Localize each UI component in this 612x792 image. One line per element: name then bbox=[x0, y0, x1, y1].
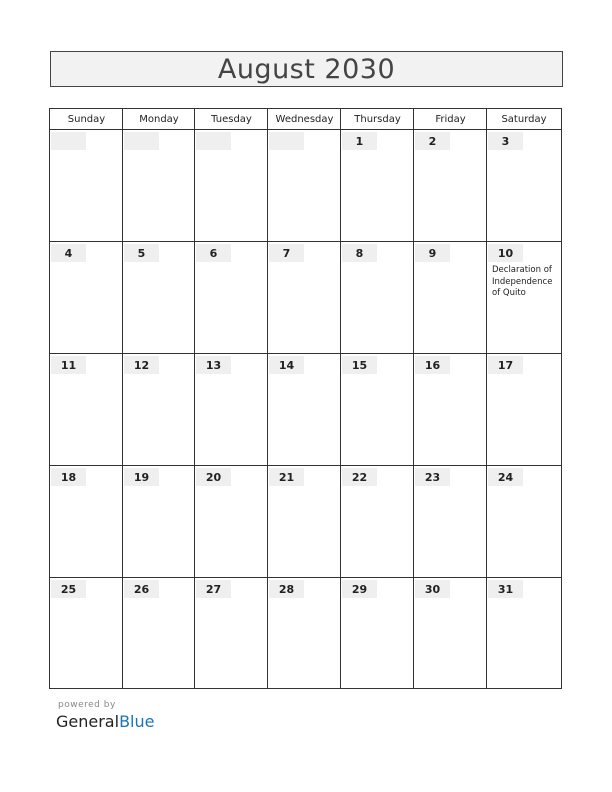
generalblue-logo[interactable] bbox=[56, 712, 154, 731]
day-cell[interactable] bbox=[195, 242, 267, 353]
weekday-header-wednesday: Wednesday bbox=[275, 113, 334, 125]
day-number: 1 bbox=[342, 132, 377, 150]
day-number: 6 bbox=[196, 244, 231, 262]
day-cell[interactable] bbox=[414, 466, 486, 577]
day-number: 26 bbox=[124, 580, 159, 598]
day-number bbox=[51, 132, 86, 150]
day-cell[interactable] bbox=[268, 466, 340, 577]
day-number: 27 bbox=[196, 580, 231, 598]
day-number: 2 bbox=[415, 132, 450, 150]
weekday-header-row bbox=[50, 109, 561, 130]
holiday-label: Declaration of Independence of Quito bbox=[492, 265, 553, 298]
day-number: 28 bbox=[269, 580, 304, 598]
day-number: 20 bbox=[196, 468, 231, 486]
day-number: 31 bbox=[488, 580, 523, 598]
day-number: 3 bbox=[488, 132, 523, 150]
day-number: 8 bbox=[342, 244, 377, 262]
day-number: 30 bbox=[415, 580, 450, 598]
day-cell[interactable] bbox=[50, 578, 122, 689]
day-number: 25 bbox=[51, 580, 86, 598]
day-number: 23 bbox=[415, 468, 450, 486]
day-cell[interactable] bbox=[487, 466, 560, 577]
weekday-header-monday: Monday bbox=[139, 113, 179, 125]
day-cell[interactable] bbox=[341, 242, 413, 353]
weekday-header-saturday: Saturday bbox=[501, 113, 547, 125]
day-cell[interactable] bbox=[487, 354, 560, 465]
day-cell[interactable] bbox=[341, 130, 413, 241]
day-cell[interactable] bbox=[195, 130, 267, 241]
day-cell[interactable] bbox=[123, 242, 194, 353]
day-number: 29 bbox=[342, 580, 377, 598]
logo-general-text: General bbox=[56, 712, 120, 731]
day-cell[interactable] bbox=[414, 130, 486, 241]
weekday-header-tuesday: Tuesday bbox=[211, 113, 252, 125]
powered-by-text: powered by bbox=[58, 700, 116, 710]
day-cell[interactable] bbox=[341, 578, 413, 689]
day-cell[interactable] bbox=[123, 578, 194, 689]
day-number: 18 bbox=[51, 468, 86, 486]
day-number: 16 bbox=[415, 356, 450, 374]
calendar-grid bbox=[49, 108, 562, 689]
day-number bbox=[196, 132, 231, 150]
day-cell[interactable] bbox=[487, 130, 560, 241]
day-number: 24 bbox=[488, 468, 523, 486]
day-cell[interactable] bbox=[50, 242, 122, 353]
day-cell[interactable] bbox=[487, 578, 560, 689]
day-cell[interactable] bbox=[50, 354, 122, 465]
day-number: 7 bbox=[269, 244, 304, 262]
day-cell[interactable] bbox=[341, 466, 413, 577]
day-cell[interactable] bbox=[414, 242, 486, 353]
day-cell[interactable] bbox=[195, 466, 267, 577]
day-cell[interactable] bbox=[50, 130, 122, 241]
day-cell[interactable] bbox=[268, 578, 340, 689]
day-cell[interactable] bbox=[268, 130, 340, 241]
day-number: 12 bbox=[124, 356, 159, 374]
weekday-header-sunday: Sunday bbox=[67, 113, 106, 125]
month-title-box bbox=[50, 51, 563, 87]
weekday-header-friday: Friday bbox=[435, 113, 466, 125]
day-cell[interactable] bbox=[414, 578, 486, 689]
day-number: 5 bbox=[124, 244, 159, 262]
day-cell[interactable] bbox=[195, 578, 267, 689]
day-cell[interactable] bbox=[123, 130, 194, 241]
day-number: 10 bbox=[488, 244, 523, 262]
weekday-header-thursday: Thursday bbox=[354, 113, 401, 125]
day-cell[interactable] bbox=[414, 354, 486, 465]
day-number: 13 bbox=[196, 356, 231, 374]
day-cell[interactable] bbox=[487, 242, 560, 353]
day-number: 21 bbox=[269, 468, 304, 486]
day-cell[interactable] bbox=[268, 354, 340, 465]
day-cell[interactable] bbox=[268, 242, 340, 353]
day-cell[interactable] bbox=[123, 466, 194, 577]
day-number: 4 bbox=[51, 244, 86, 262]
day-number bbox=[124, 132, 159, 150]
day-cell[interactable] bbox=[50, 466, 122, 577]
day-number: 19 bbox=[124, 468, 159, 486]
day-cell[interactable] bbox=[123, 354, 194, 465]
month-title: August 2030 bbox=[217, 53, 396, 85]
day-number: 9 bbox=[415, 244, 450, 262]
day-number: 11 bbox=[51, 356, 86, 374]
day-number: 17 bbox=[488, 356, 523, 374]
day-cell[interactable] bbox=[195, 354, 267, 465]
day-number: 15 bbox=[342, 356, 377, 374]
day-number: 22 bbox=[342, 468, 377, 486]
day-cell[interactable] bbox=[341, 354, 413, 465]
day-number: 14 bbox=[269, 356, 304, 374]
logo-blue-text: Blue bbox=[119, 712, 155, 731]
day-number bbox=[269, 132, 304, 150]
